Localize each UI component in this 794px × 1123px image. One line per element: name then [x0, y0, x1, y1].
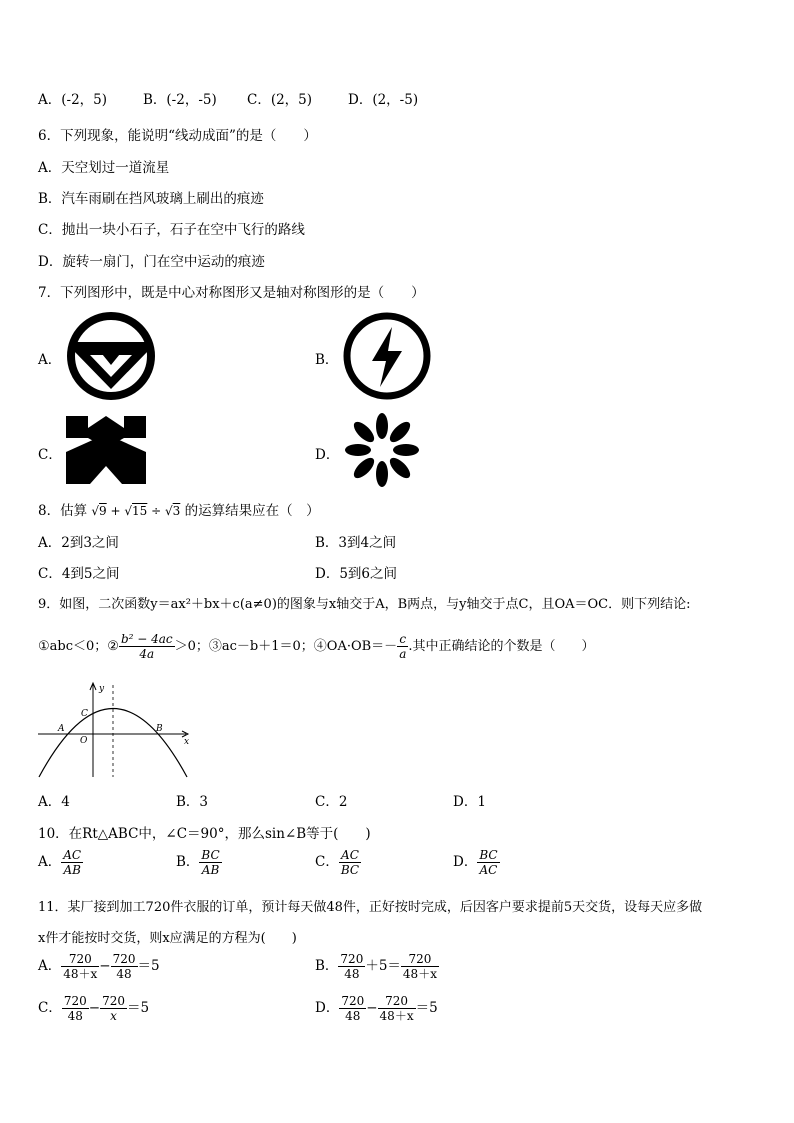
q9-stem: 9．如图，二次函数y＝ax²＋bx＋c(a≠0)的图象与x轴交于A，B两点，与y轴交于点C，且OA＝OC．则下列结论:: [38, 597, 691, 612]
q5-option-c: C．(2，5): [247, 92, 313, 108]
parabola-curve: [39, 709, 190, 778]
q9-fraction-2-den: a: [399, 647, 407, 661]
q11-b-d2: 48＋x: [402, 967, 437, 981]
q8-radicand-3: 3: [172, 504, 181, 518]
q8-option-a: A．2到3之间: [38, 535, 119, 551]
q9-conclusion-2: ＞0；③ac－b＋1＝0；④OA·OB＝－: [174, 639, 398, 654]
q11-stem-line-2: x件才能按时交货，则x应满足的方程为( ): [38, 931, 297, 946]
q10-option-b-fraction: [199, 848, 221, 877]
q7-option-d-label: D．: [315, 447, 340, 463]
q11-stem-line-1: 11．某厂接到加工720件衣服的订单，预计每天做48件，正好按时完成，后因客户要求提前5天交货，设每天应多做: [38, 900, 703, 915]
q10-option-b-label: B．: [176, 854, 200, 870]
q10-option-a-label: A．: [38, 854, 62, 870]
q11-option-a: [38, 952, 160, 981]
q10-option-b: [176, 848, 222, 877]
q9-conclusion-3: .其中正确结论的个数是（ ）: [408, 639, 595, 654]
q11-a-rhs: ＝5: [137, 958, 160, 974]
q9-conclusion-1: ①abc＜0；②: [38, 639, 119, 654]
q7-figure-c: [64, 414, 148, 490]
q10-a-num: AC: [63, 848, 82, 862]
q11-c-frac-1: [62, 994, 89, 1023]
q11-a-n1: 720: [61, 952, 99, 967]
q11-option-b: [315, 952, 439, 981]
q11-d-n2: 720: [378, 994, 416, 1009]
label-o: O: [80, 736, 88, 746]
q7-figure-d: [340, 412, 424, 492]
q10-d-den: AC: [479, 863, 498, 877]
q10-c-num: AC: [339, 848, 361, 863]
label-x: x: [184, 737, 190, 747]
q5-option-d: D．(2，-5): [348, 92, 419, 108]
q10-option-c-fraction: [339, 848, 361, 877]
q11-option-d: [315, 994, 438, 1023]
q9-fraction-1-den: 4a: [139, 647, 155, 661]
q8-option-d: D．5到6之间: [315, 566, 398, 582]
q9-option-c: C．2: [315, 794, 348, 810]
q11-a-frac-1: [61, 952, 99, 981]
q6-option-c: C．抛出一块小石子，石子在空中飞行的路线: [38, 222, 305, 238]
q7-option-a-label: A．: [38, 352, 62, 368]
q11-c-n1: 720: [63, 994, 87, 1008]
label-y: y: [99, 684, 105, 694]
q11-c-rhs: ＝5: [126, 1000, 150, 1016]
q11-d-frac-1: [339, 994, 366, 1023]
q5-option-b: B．(-2，-5): [143, 92, 217, 108]
q10-option-d-label: D．: [453, 854, 478, 870]
q11-c-d2: x: [110, 1009, 117, 1023]
q11-option-c-label: C．: [38, 1000, 62, 1016]
q11-d-d2: 48＋x: [379, 1009, 414, 1023]
q10-c-den: BC: [340, 863, 360, 877]
q11-a-n2: 720: [112, 952, 136, 966]
q10-b-num: BC: [201, 848, 220, 862]
q11-b-n2: 720: [401, 952, 439, 967]
q11-d-rhs: ＝5: [415, 1000, 438, 1016]
q10-stem: 10．在Rt△ABC中，∠C＝90°，那么sin∠B等于( ): [38, 826, 371, 842]
q11-a-frac-2: [111, 952, 138, 981]
q10-option-d: [453, 848, 500, 877]
q11-b-frac-2: [401, 952, 439, 981]
q7-option-c-label: C．: [38, 447, 62, 463]
q10-option-a-fraction: [61, 848, 83, 877]
q11-option-a-label: A．: [38, 958, 62, 974]
q6-option-d: D．旋转一扇门，门在空中运动的痕迹: [38, 254, 265, 270]
q11-c-op: −: [88, 1000, 101, 1016]
label-b: B: [156, 724, 163, 734]
q9-fraction-1-num: b² − 4ac: [120, 632, 173, 646]
q11-a-op: −: [99, 958, 111, 974]
q7-figure-b: [340, 309, 434, 407]
q6-option-a: A．天空划过一道流星: [38, 160, 170, 176]
q7-figure-a: [64, 309, 158, 407]
q11-d-frac-2: [378, 994, 416, 1023]
q11-c-d1: 48: [67, 1009, 83, 1023]
q9-fraction-2-num: c: [397, 632, 408, 647]
q8-radicand-1: 9: [99, 504, 107, 518]
q9-option-b: B．3: [176, 794, 209, 810]
q8-stem-suffix: 的运算结果应在（ ）: [184, 503, 320, 519]
q11-d-d1: 48: [345, 1009, 361, 1023]
q11-option-b-label: B．: [315, 958, 339, 974]
q10-a-den: AB: [63, 863, 81, 877]
q10-d-num: BC: [479, 848, 498, 862]
q9-parabola-graph: [36, 680, 196, 784]
q11-b-frac-1: [338, 952, 365, 981]
q7-option-b-label: B．: [315, 352, 339, 368]
q11-a-d1: 48＋x: [63, 967, 98, 981]
q10-option-c: [315, 848, 361, 877]
q11-d-op: −: [366, 1000, 378, 1016]
q9-fraction-2: [397, 632, 408, 661]
q9-fraction-1: [119, 632, 175, 661]
label-c: C: [81, 709, 88, 719]
q8-option-c: C．4到5之间: [38, 566, 120, 582]
q11-b-n1: 720: [340, 952, 364, 966]
q7-stem: 7．下列图形中，既是中心对称图形又是轴对称图形的是（ ）: [38, 285, 425, 301]
q11-c-frac-2: [100, 994, 127, 1023]
label-a: A: [58, 724, 65, 734]
q11-b-op: ＋5＝: [365, 958, 401, 974]
q9-option-d: D．1: [453, 794, 486, 810]
q10-option-d-fraction: [477, 848, 499, 877]
q8-stem-prefix: 8．估算: [38, 503, 88, 519]
q6-option-b: B．汽车雨刷在挡风玻璃上刷出的痕迹: [38, 191, 264, 207]
q8-stem: [38, 499, 320, 519]
q9-conclusions: [38, 632, 594, 661]
q10-b-den: AB: [201, 863, 220, 877]
q11-c-n2: 720: [102, 994, 125, 1008]
q11-option-d-label: D．: [315, 1000, 340, 1016]
q9-option-a: A．4: [38, 794, 70, 810]
q10-option-c-label: C．: [315, 854, 339, 870]
q10-option-a: [38, 848, 83, 877]
q8-option-b: B．3到4之间: [315, 535, 397, 551]
q11-option-c: [38, 994, 149, 1023]
q8-radicand-2: 15: [132, 504, 148, 518]
q11-d-n1: 720: [341, 994, 365, 1008]
q6-stem: 6．下列现象，能说明“线动成面”的是（ ）: [38, 128, 317, 144]
q11-a-d2: 48: [116, 967, 132, 981]
q8-expression: √9 + √15 ÷ √3: [91, 504, 181, 518]
q5-option-a: A．(-2，5): [38, 92, 108, 108]
q11-b-d1: 48: [344, 967, 360, 981]
